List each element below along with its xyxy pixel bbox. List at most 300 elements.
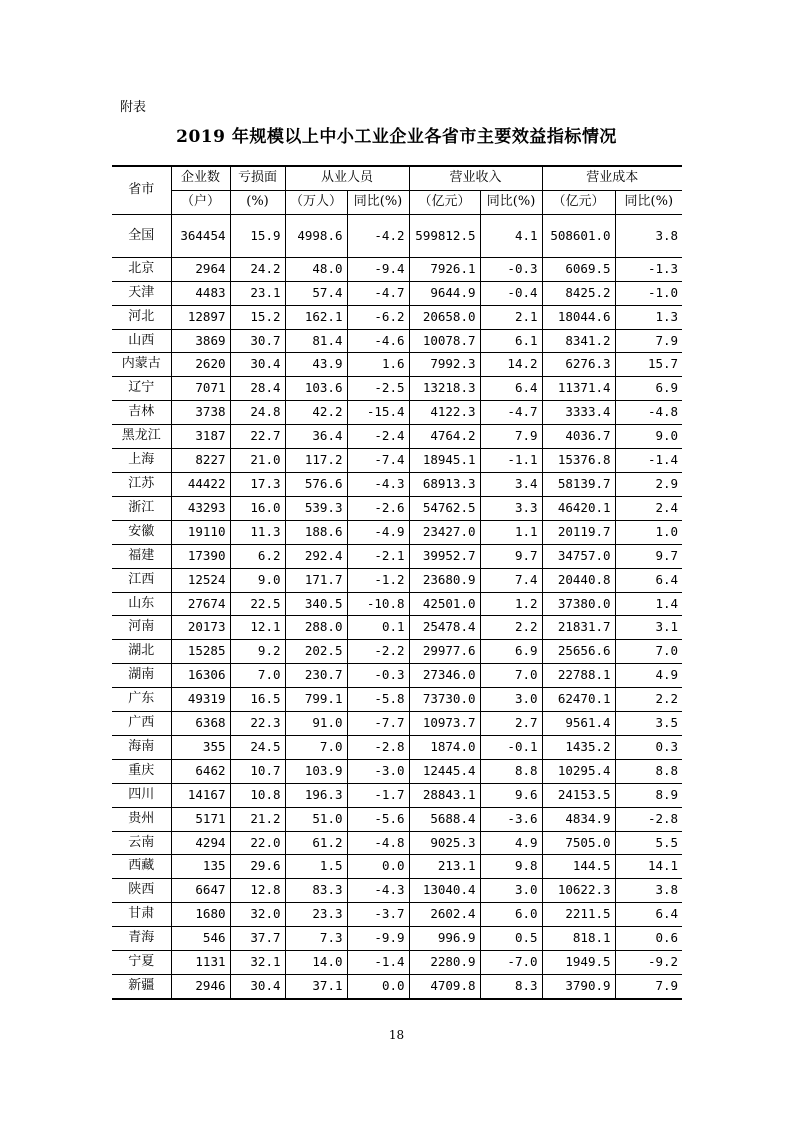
enterprises-cell: 8227 <box>171 449 230 473</box>
province-cell: 黑龙江 <box>112 425 171 449</box>
table-row <box>112 449 682 473</box>
header-row-1 <box>112 166 682 190</box>
cost-cell: 24153.5 <box>542 783 615 807</box>
revenue-yoy-cell: 9.7 <box>480 544 542 568</box>
cost-cell: 37380.0 <box>542 592 615 616</box>
employees-header: 从业人员 <box>285 166 409 190</box>
enterprises-cell: 3738 <box>171 401 230 425</box>
revenue-yoy-cell: 7.9 <box>480 425 542 449</box>
province-cell: 青海 <box>112 927 171 951</box>
enterprises-cell: 27674 <box>171 592 230 616</box>
cost-cell: 10295.4 <box>542 759 615 783</box>
table-row <box>112 831 682 855</box>
revenue-cell: 13040.4 <box>409 879 480 903</box>
cost-cell: 6069.5 <box>542 257 615 281</box>
cost-unit: （亿元） <box>542 190 615 214</box>
employees-cell: 51.0 <box>285 807 347 831</box>
employees-yoy-cell: -7.4 <box>347 449 409 473</box>
cost-yoy-cell: -2.8 <box>615 807 682 831</box>
province-cell: 宁夏 <box>112 951 171 975</box>
province-cell: 江苏 <box>112 472 171 496</box>
cost-cell: 1949.5 <box>542 951 615 975</box>
revenue-yoy-cell: 3.4 <box>480 472 542 496</box>
table-row <box>112 951 682 975</box>
cost-yoy-cell: 8.9 <box>615 783 682 807</box>
revenue-yoy-cell: -7.0 <box>480 951 542 975</box>
revenue-cell: 1874.0 <box>409 735 480 759</box>
cost-cell: 18044.6 <box>542 305 615 329</box>
cost-yoy-cell: 9.7 <box>615 544 682 568</box>
cost-yoy-cell: -1.4 <box>615 449 682 473</box>
loss-ratio-cell: 7.0 <box>230 664 285 688</box>
revenue-cell: 9025.3 <box>409 831 480 855</box>
revenue-yoy-cell: 2.7 <box>480 712 542 736</box>
cost-yoy-cell: 0.6 <box>615 927 682 951</box>
province-cell: 广西 <box>112 712 171 736</box>
table-row <box>112 735 682 759</box>
loss-ratio-cell: 10.8 <box>230 783 285 807</box>
employees-yoy-cell: -4.8 <box>347 831 409 855</box>
revenue-yoy-cell: 4.1 <box>480 214 542 257</box>
province-cell: 广东 <box>112 688 171 712</box>
table-row <box>112 544 682 568</box>
employees-cell: 799.1 <box>285 688 347 712</box>
province-cell: 贵州 <box>112 807 171 831</box>
province-cell: 西藏 <box>112 855 171 879</box>
table-row <box>112 664 682 688</box>
table-row <box>112 783 682 807</box>
employees-cell: 81.4 <box>285 329 347 353</box>
cost-cell: 20119.7 <box>542 520 615 544</box>
table-row <box>112 879 682 903</box>
employees-cell: 539.3 <box>285 496 347 520</box>
revenue-cell: 54762.5 <box>409 496 480 520</box>
employees-cell: 36.4 <box>285 425 347 449</box>
revenue-cell: 7926.1 <box>409 257 480 281</box>
province-cell: 湖北 <box>112 640 171 664</box>
cost-yoy-cell: 2.4 <box>615 496 682 520</box>
revenue-yoy-cell: 3.3 <box>480 496 542 520</box>
revenue-yoy-cell: 9.6 <box>480 783 542 807</box>
loss-ratio-cell: 6.2 <box>230 544 285 568</box>
enterprises-cell: 20173 <box>171 616 230 640</box>
table-row <box>112 401 682 425</box>
revenue-cell: 23680.9 <box>409 568 480 592</box>
province-cell: 天津 <box>112 281 171 305</box>
enterprises-cell: 14167 <box>171 783 230 807</box>
enterprises-cell: 2946 <box>171 975 230 999</box>
total-row <box>112 214 682 257</box>
employees-cell: 103.9 <box>285 759 347 783</box>
loss-ratio-cell: 22.5 <box>230 592 285 616</box>
revenue-cell: 4709.8 <box>409 975 480 999</box>
province-cell: 全国 <box>112 214 171 257</box>
employees-yoy-cell: -0.3 <box>347 664 409 688</box>
cost-yoy-cell: 1.3 <box>615 305 682 329</box>
cost-yoy-cell: -4.8 <box>615 401 682 425</box>
province-cell: 内蒙古 <box>112 353 171 377</box>
page-number: 18 <box>388 1028 405 1042</box>
province-cell: 江西 <box>112 568 171 592</box>
loss-ratio-cell: 16.0 <box>230 496 285 520</box>
employees-yoy-cell: -1.2 <box>347 568 409 592</box>
employees-yoy-cell: -6.2 <box>347 305 409 329</box>
loss-ratio-cell: 10.7 <box>230 759 285 783</box>
cost-cell: 58139.7 <box>542 472 615 496</box>
cost-cell: 144.5 <box>542 855 615 879</box>
loss-ratio-cell: 9.0 <box>230 568 285 592</box>
cost-cell: 3790.9 <box>542 975 615 999</box>
cost-yoy-cell: 3.1 <box>615 616 682 640</box>
employees-cell: 202.5 <box>285 640 347 664</box>
employees-cell: 171.7 <box>285 568 347 592</box>
revenue-cell: 5688.4 <box>409 807 480 831</box>
revenue-yoy-cell: 7.0 <box>480 664 542 688</box>
cost-yoy-cell: -1.3 <box>615 257 682 281</box>
table-row <box>112 640 682 664</box>
employees-cell: 117.2 <box>285 449 347 473</box>
enterprises-cell: 12897 <box>171 305 230 329</box>
province-cell: 重庆 <box>112 759 171 783</box>
cost-yoy-cell: 4.9 <box>615 664 682 688</box>
revenue-cell: 68913.3 <box>409 472 480 496</box>
employees-yoy-cell: -4.3 <box>347 879 409 903</box>
revenue-yoy-cell: 6.1 <box>480 329 542 353</box>
revenue-yoy-cell: -0.1 <box>480 735 542 759</box>
table-row <box>112 903 682 927</box>
enterprises-cell: 4294 <box>171 831 230 855</box>
cost-yoy-cell: 3.8 <box>615 214 682 257</box>
province-cell: 海南 <box>112 735 171 759</box>
employees-yoy-cell: -9.4 <box>347 257 409 281</box>
revenue-cell: 29977.6 <box>409 640 480 664</box>
revenue-cell: 28843.1 <box>409 783 480 807</box>
enterprises-cell: 49319 <box>171 688 230 712</box>
revenue-cell: 996.9 <box>409 927 480 951</box>
revenue-unit: （亿元） <box>409 190 480 214</box>
loss-ratio-cell: 24.2 <box>230 257 285 281</box>
employees-cell: 43.9 <box>285 353 347 377</box>
revenue-yoy-cell: 4.9 <box>480 831 542 855</box>
enterprises-cell: 44422 <box>171 472 230 496</box>
loss-ratio-cell: 24.8 <box>230 401 285 425</box>
province-cell: 山东 <box>112 592 171 616</box>
employees-yoy-cell: -2.8 <box>347 735 409 759</box>
revenue-yoy-cell: 14.2 <box>480 353 542 377</box>
enterprises-cell: 1131 <box>171 951 230 975</box>
table-row <box>112 425 682 449</box>
revenue-cell: 4122.3 <box>409 401 480 425</box>
province-cell: 河南 <box>112 616 171 640</box>
loss-ratio-cell: 22.7 <box>230 425 285 449</box>
table-row <box>112 927 682 951</box>
cost-yoy-cell: -9.2 <box>615 951 682 975</box>
revenue-header: 营业收入 <box>409 166 542 190</box>
cost-cell: 15376.8 <box>542 449 615 473</box>
cost-cell: 4036.7 <box>542 425 615 449</box>
enterprises-cell: 6368 <box>171 712 230 736</box>
revenue-yoy-cell: 3.0 <box>480 688 542 712</box>
cost-yoy-cell: 1.4 <box>615 592 682 616</box>
table-row <box>112 975 682 999</box>
table-row <box>112 520 682 544</box>
revenue-cell: 13218.3 <box>409 377 480 401</box>
employees-yoy-cell: -10.8 <box>347 592 409 616</box>
revenue-yoy-cell: 3.0 <box>480 879 542 903</box>
revenue-yoy-cell: -0.4 <box>480 281 542 305</box>
cost-yoy-cell: 2.9 <box>615 472 682 496</box>
enterprises-cell: 4483 <box>171 281 230 305</box>
cost-cell: 508601.0 <box>542 214 615 257</box>
revenue-yoy-cell: -0.3 <box>480 257 542 281</box>
employees-cell: 188.6 <box>285 520 347 544</box>
employees-yoy-cell: -2.1 <box>347 544 409 568</box>
enterprises-header: 企业数 <box>171 166 230 190</box>
employees-cell: 7.3 <box>285 927 347 951</box>
cost-cell: 3333.4 <box>542 401 615 425</box>
cost-cell: 11371.4 <box>542 377 615 401</box>
revenue-cell: 7992.3 <box>409 353 480 377</box>
cost-cell: 34757.0 <box>542 544 615 568</box>
enterprises-unit: （户） <box>171 190 230 214</box>
employees-yoy-cell: 0.1 <box>347 616 409 640</box>
loss-ratio-cell: 22.0 <box>230 831 285 855</box>
revenue-cell: 12445.4 <box>409 759 480 783</box>
enterprises-cell: 2964 <box>171 257 230 281</box>
employees-cell: 230.7 <box>285 664 347 688</box>
employees-yoy-cell: -4.3 <box>347 472 409 496</box>
revenue-cell: 2602.4 <box>409 903 480 927</box>
province-cell: 新疆 <box>112 975 171 999</box>
revenue-yoy-cell: 6.0 <box>480 903 542 927</box>
loss-ratio-cell: 32.1 <box>230 951 285 975</box>
province-cell: 山西 <box>112 329 171 353</box>
enterprises-cell: 43293 <box>171 496 230 520</box>
table-row <box>112 688 682 712</box>
province-cell: 河北 <box>112 305 171 329</box>
revenue-cell: 4764.2 <box>409 425 480 449</box>
table-row <box>112 281 682 305</box>
enterprises-cell: 12524 <box>171 568 230 592</box>
loss-ratio-cell: 21.2 <box>230 807 285 831</box>
province-cell: 安徽 <box>112 520 171 544</box>
loss-ratio-cell: 30.4 <box>230 353 285 377</box>
header-row-2 <box>112 190 682 214</box>
employees-yoy-cell: -4.7 <box>347 281 409 305</box>
employees-cell: 292.4 <box>285 544 347 568</box>
employees-unit: （万人） <box>285 190 347 214</box>
table-row <box>112 592 682 616</box>
employees-yoy-cell: 0.0 <box>347 975 409 999</box>
revenue-cell: 39952.7 <box>409 544 480 568</box>
revenue-yoy-cell: -3.6 <box>480 807 542 831</box>
revenue-cell: 213.1 <box>409 855 480 879</box>
cost-yoy-cell: 6.9 <box>615 377 682 401</box>
revenue-yoy-cell: 1.1 <box>480 520 542 544</box>
loss-ratio-cell: 17.3 <box>230 472 285 496</box>
employees-yoy-cell: -2.4 <box>347 425 409 449</box>
loss-ratio-cell: 11.3 <box>230 520 285 544</box>
cost-yoy-cell: 6.4 <box>615 568 682 592</box>
revenue-yoy-cell: 8.8 <box>480 759 542 783</box>
employees-cell: 61.2 <box>285 831 347 855</box>
province-indicators-table <box>112 165 682 1000</box>
province-cell: 吉林 <box>112 401 171 425</box>
revenue-cell: 10078.7 <box>409 329 480 353</box>
cost-yoy-cell: 1.0 <box>615 520 682 544</box>
revenue-cell: 25478.4 <box>409 616 480 640</box>
employees-cell: 576.6 <box>285 472 347 496</box>
revenue-cell: 27346.0 <box>409 664 480 688</box>
loss-ratio-cell: 28.4 <box>230 377 285 401</box>
cost-cell: 6276.3 <box>542 353 615 377</box>
province-cell: 浙江 <box>112 496 171 520</box>
table-row <box>112 472 682 496</box>
province-cell: 甘肃 <box>112 903 171 927</box>
employees-cell: 196.3 <box>285 783 347 807</box>
employees-yoy-cell: -5.6 <box>347 807 409 831</box>
employees-cell: 48.0 <box>285 257 347 281</box>
table-row <box>112 257 682 281</box>
cost-yoy-cell: 7.0 <box>615 640 682 664</box>
cost-cell: 1435.2 <box>542 735 615 759</box>
revenue-cell: 599812.5 <box>409 214 480 257</box>
province-cell: 辽宁 <box>112 377 171 401</box>
loss-ratio-header: 亏损面 <box>230 166 285 190</box>
employees-yoy-cell: -4.6 <box>347 329 409 353</box>
cost-cell: 8425.2 <box>542 281 615 305</box>
employees-cell: 288.0 <box>285 616 347 640</box>
loss-ratio-cell: 22.3 <box>230 712 285 736</box>
loss-ratio-cell: 32.0 <box>230 903 285 927</box>
enterprises-cell: 3187 <box>171 425 230 449</box>
employees-cell: 37.1 <box>285 975 347 999</box>
cost-yoy-cell: 8.8 <box>615 759 682 783</box>
cost-cell: 20440.8 <box>542 568 615 592</box>
table-row <box>112 353 682 377</box>
employees-yoy-cell: -5.8 <box>347 688 409 712</box>
employees-cell: 4998.6 <box>285 214 347 257</box>
loss-ratio-cell: 21.0 <box>230 449 285 473</box>
employees-yoy-cell: -4.9 <box>347 520 409 544</box>
loss-ratio-cell: 30.7 <box>230 329 285 353</box>
cost-yoy-cell: 6.4 <box>615 903 682 927</box>
revenue-yoy-cell: 6.9 <box>480 640 542 664</box>
revenue-yoy-cell: -4.7 <box>480 401 542 425</box>
table-row <box>112 712 682 736</box>
enterprises-cell: 5171 <box>171 807 230 831</box>
employees-yoy-cell: -1.4 <box>347 951 409 975</box>
enterprises-cell: 17390 <box>171 544 230 568</box>
employees-yoy-cell: -2.6 <box>347 496 409 520</box>
table-row <box>112 568 682 592</box>
loss-ratio-unit: (%) <box>230 190 285 214</box>
cost-cell: 8341.2 <box>542 329 615 353</box>
cost-yoy-cell: 7.9 <box>615 329 682 353</box>
cost-yoy-cell: 3.5 <box>615 712 682 736</box>
employees-yoy-cell: -1.7 <box>347 783 409 807</box>
revenue-cell: 10973.7 <box>409 712 480 736</box>
enterprises-cell: 19110 <box>171 520 230 544</box>
enterprises-cell: 355 <box>171 735 230 759</box>
employees-cell: 103.6 <box>285 377 347 401</box>
revenue-yoy-cell: 9.8 <box>480 855 542 879</box>
employees-yoy-cell: -4.2 <box>347 214 409 257</box>
revenue-yoy-cell: 6.4 <box>480 377 542 401</box>
cost-yoy-cell: 0.3 <box>615 735 682 759</box>
employees-cell: 1.5 <box>285 855 347 879</box>
employees-yoy-header: 同比(%) <box>347 190 409 214</box>
cost-yoy-cell: 15.7 <box>615 353 682 377</box>
cost-cell: 7505.0 <box>542 831 615 855</box>
employees-cell: 57.4 <box>285 281 347 305</box>
cost-header: 营业成本 <box>542 166 682 190</box>
enterprises-cell: 6647 <box>171 879 230 903</box>
cost-cell: 818.1 <box>542 927 615 951</box>
enterprises-cell: 3869 <box>171 329 230 353</box>
revenue-yoy-cell: 7.4 <box>480 568 542 592</box>
enterprises-cell: 15285 <box>171 640 230 664</box>
enterprises-cell: 2620 <box>171 353 230 377</box>
employees-yoy-cell: -2.5 <box>347 377 409 401</box>
loss-ratio-cell: 15.2 <box>230 305 285 329</box>
loss-ratio-cell: 29.6 <box>230 855 285 879</box>
cost-cell: 2211.5 <box>542 903 615 927</box>
enterprises-cell: 1680 <box>171 903 230 927</box>
employees-cell: 340.5 <box>285 592 347 616</box>
cost-cell: 62470.1 <box>542 688 615 712</box>
cost-yoy-cell: 9.0 <box>615 425 682 449</box>
loss-ratio-cell: 37.7 <box>230 927 285 951</box>
province-cell: 北京 <box>112 257 171 281</box>
province-cell: 四川 <box>112 783 171 807</box>
loss-ratio-cell: 24.5 <box>230 735 285 759</box>
enterprises-cell: 16306 <box>171 664 230 688</box>
loss-ratio-cell: 12.8 <box>230 879 285 903</box>
province-cell: 陕西 <box>112 879 171 903</box>
table-row <box>112 616 682 640</box>
employees-cell: 23.3 <box>285 903 347 927</box>
table-row <box>112 807 682 831</box>
cost-cell: 9561.4 <box>542 712 615 736</box>
cost-yoy-cell: -1.0 <box>615 281 682 305</box>
cost-cell: 21831.7 <box>542 616 615 640</box>
province-header: 省市 <box>112 166 171 214</box>
employees-yoy-cell: 0.0 <box>347 855 409 879</box>
employees-cell: 83.3 <box>285 879 347 903</box>
revenue-cell: 9644.9 <box>409 281 480 305</box>
cost-cell: 22788.1 <box>542 664 615 688</box>
employees-yoy-cell: -3.0 <box>347 759 409 783</box>
enterprises-cell: 7071 <box>171 377 230 401</box>
cost-yoy-header: 同比(%) <box>615 190 682 214</box>
appendix-label: 附表 <box>120 100 147 115</box>
cost-yoy-cell: 7.9 <box>615 975 682 999</box>
enterprises-cell: 6462 <box>171 759 230 783</box>
revenue-yoy-cell: 2.1 <box>480 305 542 329</box>
revenue-yoy-cell: 8.3 <box>480 975 542 999</box>
loss-ratio-cell: 23.1 <box>230 281 285 305</box>
revenue-yoy-header: 同比(%) <box>480 190 542 214</box>
table-row <box>112 496 682 520</box>
revenue-cell: 2280.9 <box>409 951 480 975</box>
employees-cell: 42.2 <box>285 401 347 425</box>
revenue-yoy-cell: 1.2 <box>480 592 542 616</box>
revenue-cell: 23427.0 <box>409 520 480 544</box>
revenue-yoy-cell: 2.2 <box>480 616 542 640</box>
cost-yoy-cell: 5.5 <box>615 831 682 855</box>
loss-ratio-cell: 9.2 <box>230 640 285 664</box>
